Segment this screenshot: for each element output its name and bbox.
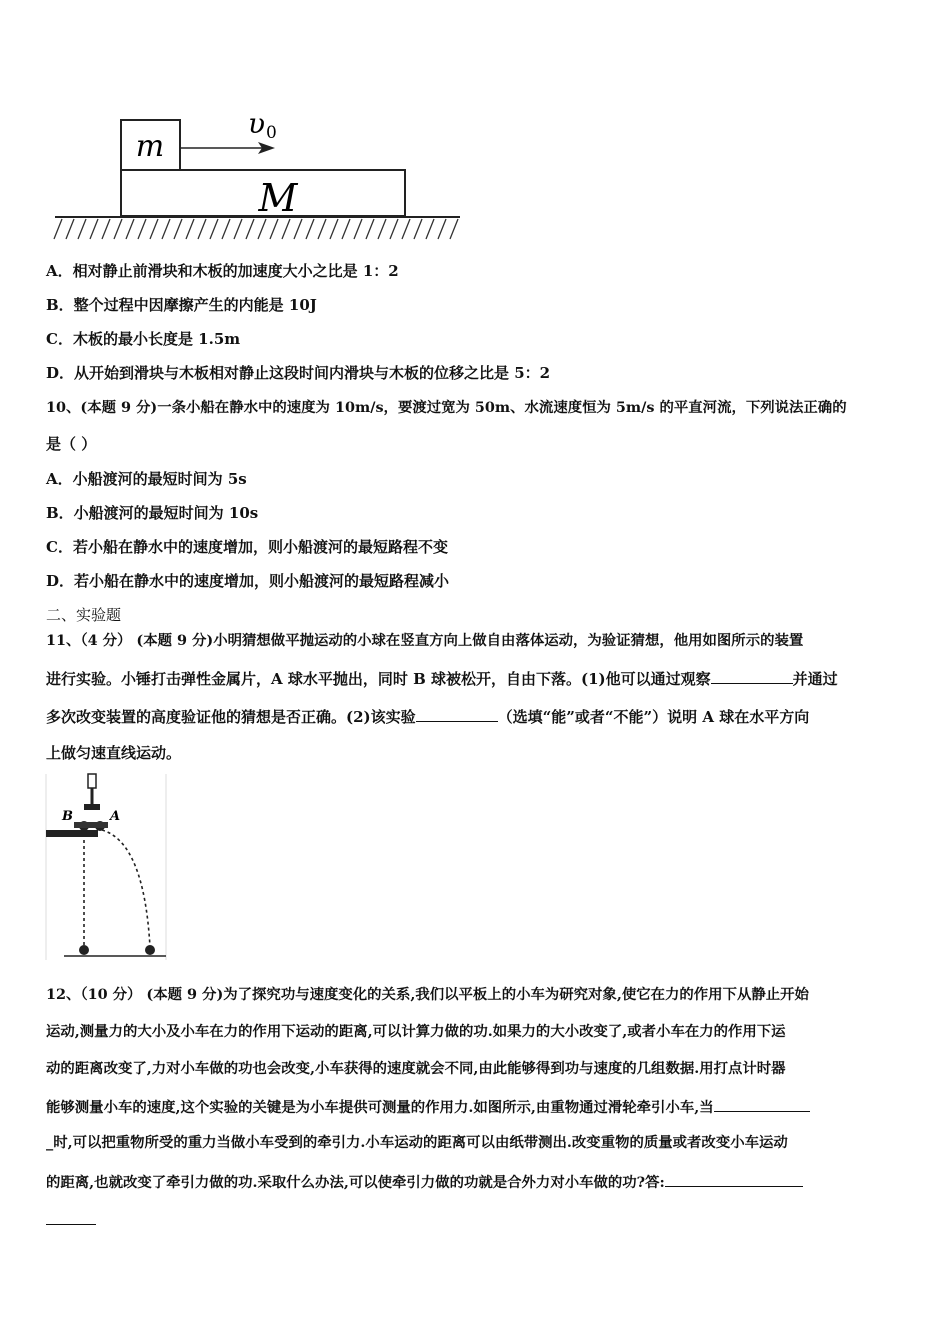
q12-line5-lead: _ <box>46 1134 54 1151</box>
q10-option-a: A．小船渡河的最短时间为 5s <box>46 470 247 488</box>
q11-stem-line3 <box>46 706 809 727</box>
q11-answer-blank-2[interactable] <box>416 706 498 722</box>
q10-stem-line1: 10、(本题 9 分)一条小船在静水中的速度为 10m/s，要渡过宽为 50m、水流速度恒为 5m/s 的平直河流，下列说法正确的 <box>46 399 847 416</box>
small-block-label: m <box>135 129 165 164</box>
large-board-label: M <box>258 176 298 220</box>
q12-answer-blank-2-continued[interactable] <box>46 1209 96 1225</box>
q9-option-d: D．从开始到滑块与木板相对静止这段时间内滑块与木板的位移之比是 5：2 <box>46 364 551 382</box>
q12-stem-line2: 运动,测量力的大小及小车在力的作用下运动的距离,可以计算力做的功.如果力的大小改变了,或者小车在力的作用下运 <box>46 1023 786 1040</box>
base-shelf <box>46 830 98 837</box>
section-heading: 二、实验题 <box>46 606 122 624</box>
q12-stem-line5 <box>46 1133 788 1153</box>
q11-line2-text: 进行实验。小锤打击弹性金属片，A 球水平抛出，同时 B 球被松开，自由下落。(1)他可以通过观察 <box>46 670 711 688</box>
support-bracket <box>84 804 100 810</box>
q9-option-a: A．相对静止前滑块和木板的加速度大小之比是 1：2 <box>46 262 399 280</box>
q11-line3-text: 多次改变装置的高度验证他的猜想是否正确。(2)该实验 <box>46 708 416 726</box>
hammer-head <box>88 774 96 788</box>
q12-line5-text: 时,可以把重物所受的重力当做小车受到的牵引力.小车运动的距离可以由纸带测出.改变重物的质量或者改变小车运动 <box>53 1134 788 1151</box>
q12-stem-line4 <box>46 1096 810 1118</box>
q12-line4-text: 能够测量小车的速度,这个实验的关键是为小车提供可测量的作用力.如图所示,由重物通过滑轮牵引小车,当 <box>46 1099 714 1116</box>
velocity-label: υ <box>248 107 266 140</box>
ball-a-landing <box>145 945 155 955</box>
ball-b-label: B <box>62 809 73 824</box>
q12-stem-line3: 动的距离改变了,力对小车做的功也会改变,小车获得的速度就会不同,由此能够得到功与速度的几组数据.用打点计时器 <box>46 1060 786 1077</box>
metal-plate <box>74 822 108 828</box>
q11-stem-line4: 上做匀速直线运动。 <box>46 744 182 762</box>
q11-line2-tail: 并通过 <box>792 670 838 688</box>
ground-hatching <box>54 219 458 239</box>
q11-answer-blank-1[interactable] <box>711 668 793 684</box>
q10-option-c: C．若小船在静水中的速度增加，则小船渡河的最短路程不变 <box>46 538 448 556</box>
q10-option-b: B．小船渡河的最短时间为 10s <box>46 504 259 522</box>
ball-a-label: A <box>110 809 121 824</box>
block-board-figure <box>50 105 465 250</box>
q10-option-d: D．若小船在静水中的速度增加，则小船渡河的最短路程减小 <box>46 572 450 590</box>
ball-b-landing <box>79 945 89 955</box>
q11-stem-line1: 11、（4 分） (本题 9 分)小明猜想做平抛运动的小球在竖直方向上做自由落体运动，为验证猜想，他用如图所示的装置 <box>46 632 804 649</box>
q11-line3-tail: （选填“能”或者“不能”）说明 A 球在水平方向 <box>497 708 810 726</box>
velocity-subscript: 0 <box>266 123 277 143</box>
parabolic-path <box>102 830 150 947</box>
projectile-apparatus-figure <box>44 772 170 962</box>
q12-answer-blank-1[interactable] <box>714 1096 810 1112</box>
q12-stem-line1: 12、（10 分） (本题 9 分)为了探究功与速度变化的关系,我们以平板上的小车为研究对象,使它在力的作用下从静止开始 <box>46 986 809 1003</box>
q11-stem-line2 <box>46 668 838 689</box>
q12-stem-line6 <box>46 1171 803 1193</box>
q12-line6-text: 的距离,也就改变了牵引力做的功.采取什么办法,可以使牵引力做的功就是合外力对小车做的功?答: <box>46 1174 665 1191</box>
q9-option-b: B．整个过程中因摩擦产生的内能是 10J <box>46 296 317 314</box>
q9-option-c: C．木板的最小长度是 1.5m <box>46 330 241 348</box>
q12-answer-blank-2[interactable] <box>665 1171 803 1187</box>
q10-stem-line2: 是（ ） <box>46 435 97 453</box>
